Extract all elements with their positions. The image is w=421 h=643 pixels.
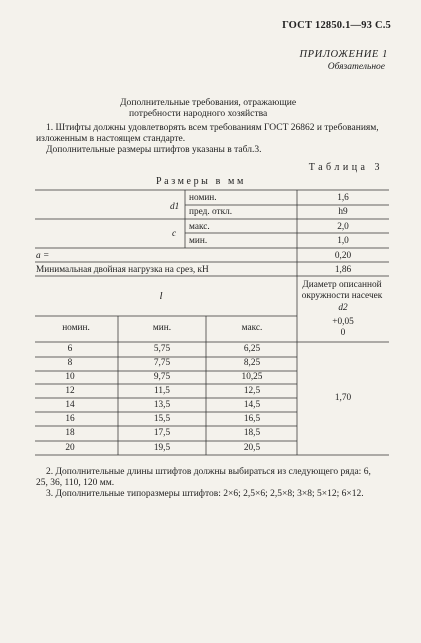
table-cell-nom-8: 20 — [65, 443, 75, 453]
d2-value: 1,70 — [334, 393, 352, 403]
standard-header: ГОСТ 12850.1—93 С.5 — [282, 20, 391, 31]
table-cell-max-2: 8,25 — [243, 358, 261, 368]
d1-nominal-label: номин. — [189, 193, 217, 203]
table-cell-min-7: 17,5 — [153, 428, 171, 438]
paragraph-1-line-3: Дополнительные размеры штифтов указаны в табл.3. — [46, 145, 262, 155]
load-value: 1,86 — [334, 265, 352, 275]
table-cell-min-8: 19,5 — [153, 443, 171, 453]
d2-header-line-1: Диаметр описанной — [302, 280, 382, 290]
paragraph-1-line-2: изложенным в настоящем стандарте. — [36, 134, 186, 144]
a-value: 0,20 — [334, 251, 352, 261]
d2-tolerance-upper: +0,05 — [332, 317, 354, 327]
col-header-min: мин. — [152, 323, 172, 333]
d2-label: d2 — [338, 303, 348, 313]
table-caption: Таблица 3 — [308, 162, 383, 173]
section-title-line-1: Дополнительные требования, отражающие — [120, 97, 297, 108]
c-max-label: макс. — [189, 222, 210, 232]
length-label: l — [159, 290, 163, 302]
table-cell-min-2: 7,75 — [153, 358, 171, 368]
table-cell-min-1: 5,75 — [153, 344, 171, 354]
table-cell-nom-4: 12 — [65, 386, 75, 396]
paragraph-2-line-2: 25, 36, 110, 120 мм. — [36, 478, 115, 488]
table-cell-max-3: 10,25 — [241, 372, 263, 382]
table-cell-min-3: 9,75 — [153, 372, 171, 382]
c-min-label: мин. — [189, 236, 208, 246]
paragraph-1-line-1: 1. Штифты должны удовлетворять всем требованиям ГОСТ 26862 и требованиям, — [46, 123, 379, 133]
table-cell-max-8: 20,5 — [243, 443, 261, 453]
d1-nominal-value: 1,6 — [337, 193, 349, 203]
col-header-max: макс. — [241, 323, 263, 333]
table-cell-nom-3: 10 — [65, 372, 75, 382]
table-cell-max-1: 6,25 — [243, 344, 261, 354]
c-max-value: 2,0 — [337, 222, 349, 232]
col-header-nominal: номин. — [62, 323, 90, 333]
d1-label: d1 — [170, 202, 180, 212]
d1-deviation-value: h9 — [338, 207, 348, 217]
d2-header-line-2: окружности насечек — [301, 291, 383, 301]
table-cell-max-7: 18,5 — [243, 428, 261, 438]
table-cell-nom-5: 14 — [65, 400, 75, 410]
paragraph-3: 3. Дополнительные типоразмеры штифтов: 2×6; 2,5×6; 2,5×8; 3×8; 5×12; 6×12. — [46, 489, 364, 499]
table-cell-nom-2: 8 — [67, 358, 73, 368]
load-label: Минимальная двойная нагрузка на срез, кН — [36, 265, 209, 275]
table-cell-min-4: 11,5 — [154, 386, 170, 396]
table-cell-max-4: 12,5 — [243, 386, 261, 396]
section-title-line-2: потребности народного хозяйства — [129, 108, 268, 119]
table-cell-nom-7: 18 — [65, 428, 75, 438]
d2-tolerance-lower: 0 — [340, 328, 346, 338]
table-cell-min-6: 15,5 — [153, 414, 171, 424]
c-min-value: 1,0 — [337, 236, 349, 246]
d1-deviation-label: пред. откл. — [189, 207, 233, 217]
a-label: a = — [36, 251, 50, 261]
appendix-status: Обязательное — [327, 62, 385, 72]
table-cell-max-6: 16,5 — [243, 414, 261, 424]
appendix-title: ПРИЛОЖЕНИЕ 1 — [299, 49, 388, 60]
table-cell-nom-1: 6 — [67, 344, 73, 354]
table-cell-nom-6: 16 — [65, 414, 75, 424]
table-cell-min-5: 13,5 — [153, 400, 171, 410]
table-cell-max-5: 14,5 — [243, 400, 261, 410]
paragraph-2-line-1: 2. Дополнительные длины штифтов должны выбираться из следующего ряда: 6, — [46, 467, 371, 477]
c-label: c — [172, 229, 177, 239]
table-units-header: Размеры в мм — [156, 176, 246, 187]
